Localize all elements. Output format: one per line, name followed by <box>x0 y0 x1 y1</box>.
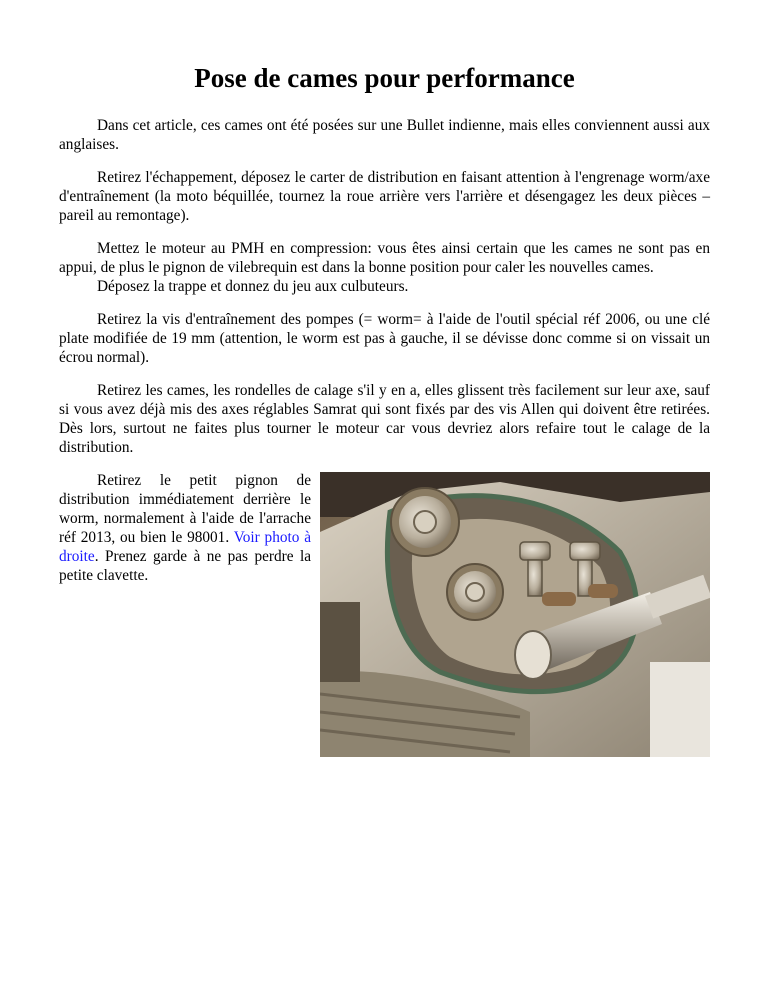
paragraph-pmh: Mettez le moteur au PMH en compression: vous êtes ainsi certain que les cames ne sont pas en appui, de plus le pignon de vilebrequin est dans la bonne position pour caler les nouvelles cames. <box>59 240 710 276</box>
text-photo-section <box>59 471 710 761</box>
engine-timing-photo <box>320 472 710 757</box>
paragraph-exhaust: Retirez l'échappement, déposez le carter de distribution en faisant attention à l'engrenage worm/axe d'entraînement (la moto béquillée, tournez la roue arrière vers l'arrière et désengagez les deux pièces – pareil au remontage). <box>59 169 710 224</box>
paragraph-worm: Retirez la vis d'entraînement des pompes (= worm= à l'aide de l'outil spécial réf 2006, ou une clé plate modifiée de 19 mm (attention, le worm est pas à gauche, il se dévisse donc comme si on vissait un écrou normal). <box>59 311 710 366</box>
paragraph-intro: Dans cet article, ces cames ont été posées sur une Bullet indienne, mais elles conviennent aussi aux anglaises. <box>59 117 710 153</box>
paragraph-pinion <box>59 471 311 585</box>
see-photo-link[interactable]: Voir photo à droite <box>59 529 311 565</box>
side-text-after-link: . Prenez garde à ne pas perdre la petite clavette. <box>59 548 311 584</box>
side-text-before-link: Retirez le petit pignon de distribution immédiatement derrière le worm, normalement à l'aide de l'arrache réf 2013, ou bien le 98001. <box>59 472 311 546</box>
paragraph-rockers: Déposez la trappe et donnez du jeu aux culbuteurs. <box>97 278 409 295</box>
side-text-block <box>59 471 311 585</box>
document-page <box>59 62 710 761</box>
paragraph-cams: Retirez les cames, les rondelles de calage s'il y en a, elles glissent très facilement sur leur axe, sauf si vous avez déjà mis des axes réglables Samrat qui sont fixés par des vis Allen qui doivent être retirées. Dès lors, surtout ne faites plus tourner le moteur car vous devriez alors refaire tout le calage de la distribution. <box>59 382 710 456</box>
page-title: Pose de cames pour performance <box>194 63 575 93</box>
